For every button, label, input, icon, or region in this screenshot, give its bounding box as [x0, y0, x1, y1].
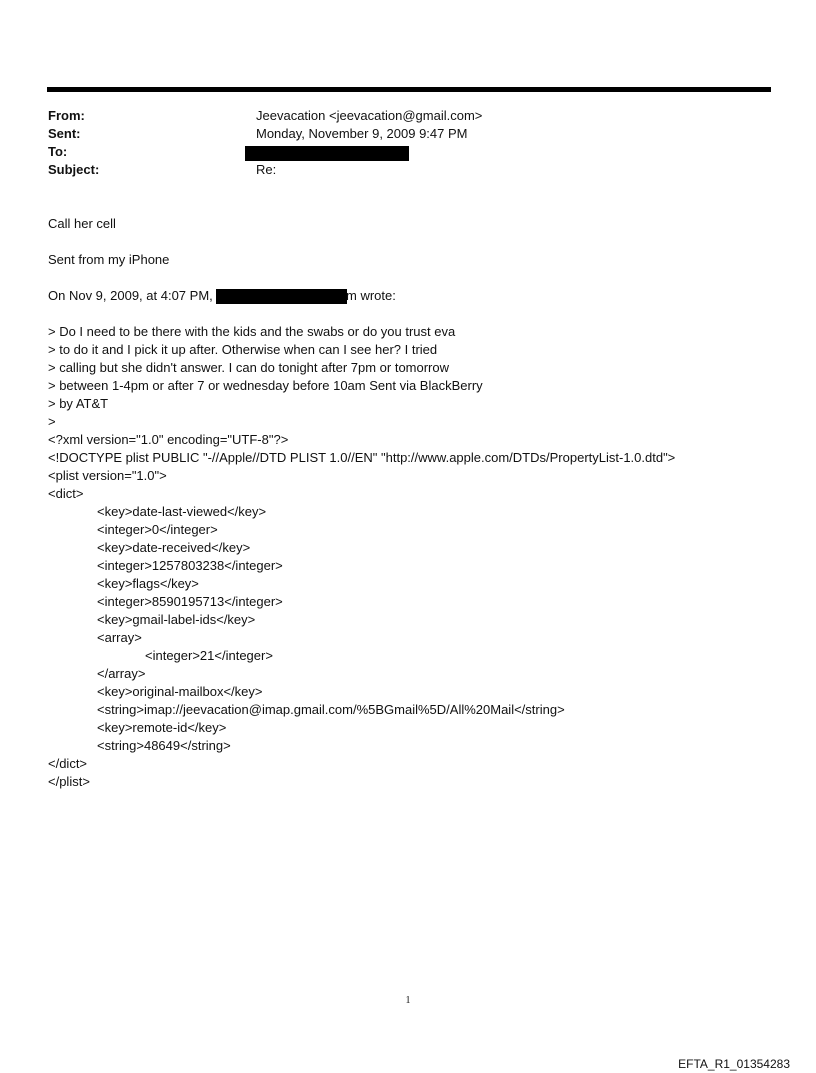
document-id: EFTA_R1_01354283 — [678, 1057, 790, 1071]
xml-line: <integer>21</integer> — [145, 648, 273, 663]
xml-line: <integer>0</integer> — [97, 522, 218, 537]
quoted-line: > calling but she didn't answer. I can do tonight after 7pm or tomorrow — [48, 360, 450, 375]
xml-line: <?xml version="1.0" encoding="UTF-8"?> — [48, 432, 289, 447]
xml-line: <integer>8590195713</integer> — [97, 594, 283, 609]
xml-line: <array> — [97, 630, 142, 645]
sent-value: Monday, November 9, 2009 9:47 PM — [256, 126, 468, 141]
xml-line: <key>flags</key> — [97, 576, 199, 591]
quoted-line: > to do it and I pick it up after. Otherwise when can I see her? I tried — [48, 342, 438, 357]
from-label: From: — [48, 108, 85, 123]
header-rule — [47, 87, 771, 92]
from-value: Jeevacation <jeevacation@gmail.com> — [256, 108, 483, 123]
quote-intro-end: m wrote: — [346, 288, 396, 303]
xml-line: <dict> — [48, 486, 84, 501]
quote-intro — [48, 287, 213, 305]
xml-line: </dict> — [48, 756, 88, 771]
xml-line: <string>imap://jeevacation@imap.gmail.com/%5BGmail%5D/All%20Mail</string> — [97, 702, 565, 717]
xml-line: <key>gmail-label-ids</key> — [97, 612, 256, 627]
subject-value: Re: — [256, 162, 277, 177]
quote-intro-start: On Nov 9, 2009, at 4:07 PM, — [48, 288, 213, 303]
xml-line: </array> — [97, 666, 146, 681]
xml-line: <key>remote-id</key> — [97, 720, 227, 735]
subject-label: Subject: — [48, 162, 100, 177]
body-line-signature: Sent from my iPhone — [48, 252, 170, 267]
quoted-line: > between 1-4pm or after 7 or wednesday before 10am Sent via BlackBerry — [48, 378, 483, 393]
xml-line: <plist version="1.0"> — [48, 468, 167, 483]
to-label: To: — [48, 144, 68, 159]
xml-line: <key>date-last-viewed</key> — [97, 504, 267, 519]
quoted-line: > Do I need to be there with the kids and the swabs or do you trust eva — [48, 324, 456, 339]
xml-line: <string>48649</string> — [97, 738, 231, 753]
xml-line: <key>date-received</key> — [97, 540, 251, 555]
xml-line: <integer>1257803238</integer> — [97, 558, 283, 573]
xml-line: <!DOCTYPE plist PUBLIC "-//Apple//DTD PLIST 1.0//EN" "http://www.apple.com/DTDs/PropertyList-1.0.dtd"> — [48, 450, 676, 465]
body-line-call-her-cell: Call her cell — [48, 216, 116, 231]
sender-redaction — [216, 289, 347, 304]
quoted-line: > — [48, 414, 56, 429]
sent-label: Sent: — [48, 126, 81, 141]
to-redaction — [245, 146, 409, 161]
page-number: 1 — [405, 995, 411, 1006]
quoted-line: > by AT&T — [48, 396, 109, 411]
xml-line: <key>original-mailbox</key> — [97, 684, 263, 699]
xml-line: </plist> — [48, 774, 90, 789]
